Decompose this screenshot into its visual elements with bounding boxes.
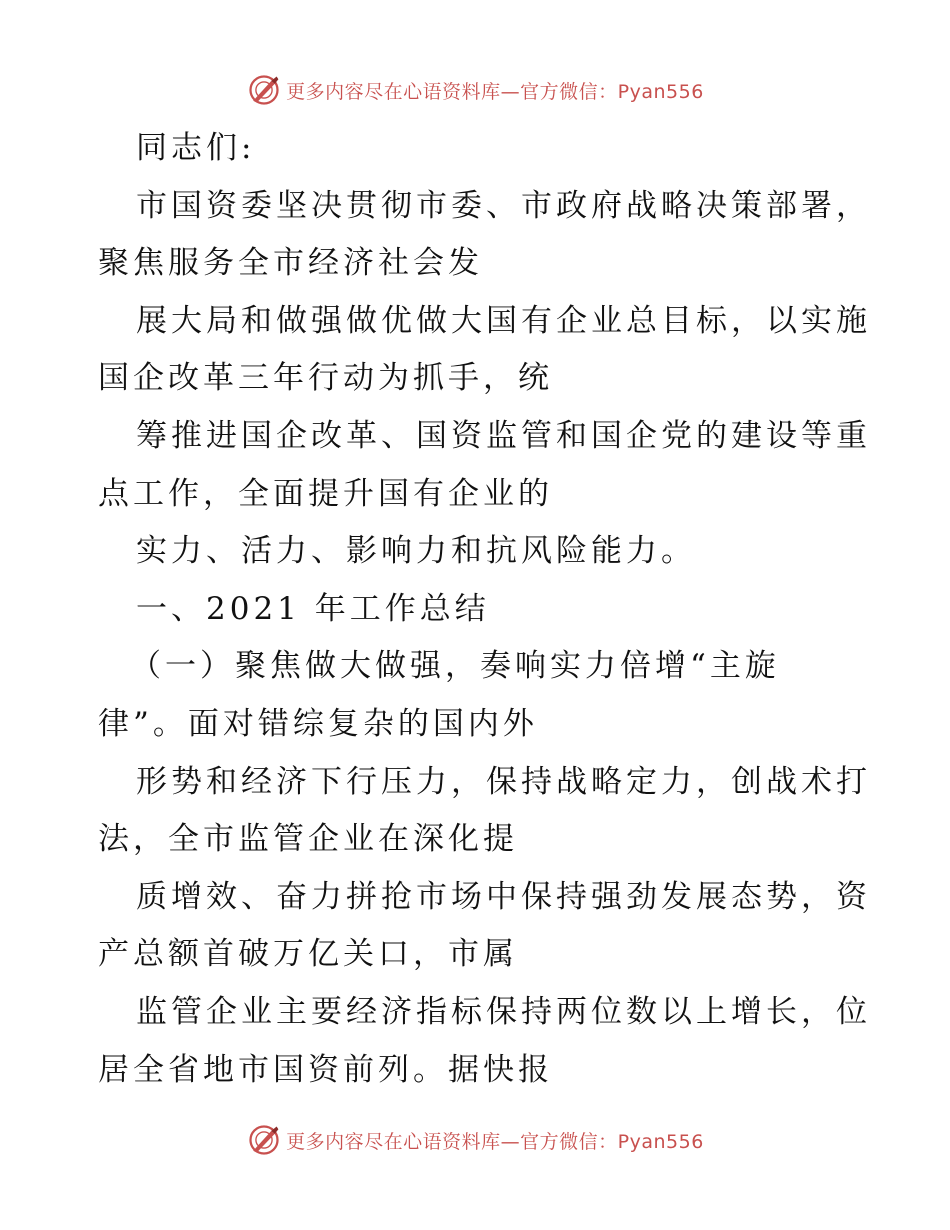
paragraph-line: 实力、活力、影响力和抗风险能力。 [136,533,696,570]
paragraph-line: 形势和经济下行压力，保持战略定力，创战术打 [136,763,871,800]
paragraph-line: 市国资委坚决贯彻市委、市政府战略决策部署， [136,187,871,224]
paragraph-line: 律”。面对错综复杂的国内外 [98,705,538,742]
section-heading: 一、2021 年工作总结 [136,590,490,627]
paragraph-line: 聚焦服务全市经济社会发 [98,245,483,282]
watermark-text: 更多内容尽在心语资料库—官方微信：Pyan556 [286,1130,704,1153]
paragraph-line: 监管企业主要经济指标保持两位数以上增长，位 [136,993,871,1030]
pen-logo-icon [246,1122,282,1158]
paragraph-line: 同志们: [136,130,256,166]
paragraph-line: 点工作，全面提升国有企业的 [98,475,553,512]
pen-logo-icon [246,72,282,108]
paragraph-line: 质增效、奋力拼抢市场中保持强劲发展态势，资 [136,878,871,915]
footer-watermark [0,1120,950,1160]
paragraph-line: 产总额首破万亿关口，市属 [98,936,518,973]
document-body [98,120,871,1099]
paragraph-line: 国企改革三年行动为抓手，统 [98,360,553,397]
watermark-text: 更多内容尽在心语资料库—官方微信：Pyan556 [286,80,704,103]
paragraph-line: 筹推进国企改革、国资监管和国企党的建设等重 [136,417,871,454]
paragraph-line: 居全省地市国资前列。据快报 [98,1051,553,1088]
paragraph-line: 法，全市监管企业在深化提 [98,821,518,858]
subsection-heading: （一）聚焦做大做强，奏响实力倍增“主旋 [130,648,780,685]
paragraph-line: 展大局和做强做优做大国有企业总目标，以实施 [136,302,871,339]
header-watermark [0,70,950,110]
